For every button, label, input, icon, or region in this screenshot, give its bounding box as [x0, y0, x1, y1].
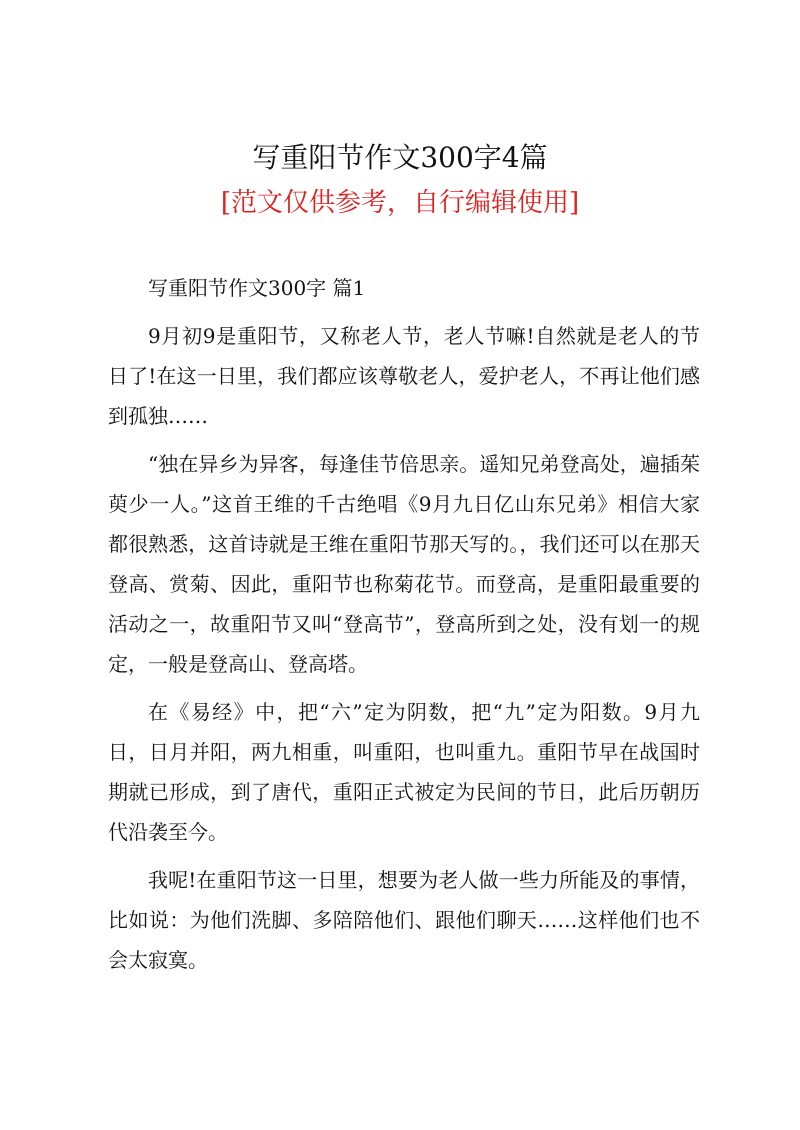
essay-body: [108, 268, 700, 980]
document-subtitle: [范文仅供参考，自行编辑使用]: [220, 188, 580, 218]
paragraph: 9月初9是重阳节，又称老人节，老人节嘛!自然就是老人的节日了!在这一日里，我们都应该尊敬老人，爱护老人，不再让他们感到孤独……: [108, 324, 700, 428]
essay-heading: 写重阳节作文300字 篇1: [148, 276, 366, 300]
paragraph: 在《易经》中，把“六”定为阴数，把“九”定为阳数。9月九日，日月并阳，两九相重，叫重阳，也叫重九。重阳节早在战国时期就已形成，到了唐代，重阳正式被定为民间的节日，此后历朝历代沿袭至今。: [108, 700, 700, 844]
paragraph: 我呢!在重阳节这一日里，想要为老人做一些力所能及的事情，比如说：为他们洗脚、多陪陪他们、跟他们聊天……这样他们也不会太寂寞。: [108, 868, 700, 972]
document-title: 写重阳节作文300字4篇: [252, 141, 548, 174]
paragraph: “独在异乡为异客，每逢佳节倍思亲。遥知兄弟登高处，遍插茱萸少一人。”这首王维的千古绝唱《9月九日亿山东兄弟》相信大家都很熟悉，这首诗就是王维在重阳节那天写的。，我们还可以在那天登高、赏菊、因此，重阳节也称菊花节。而登高，是重阳最重要的活动之一，故重阳节又叫“登高节”，登高所到之处，没有划一的规定，一般是登高山、登高塔。: [108, 452, 700, 676]
